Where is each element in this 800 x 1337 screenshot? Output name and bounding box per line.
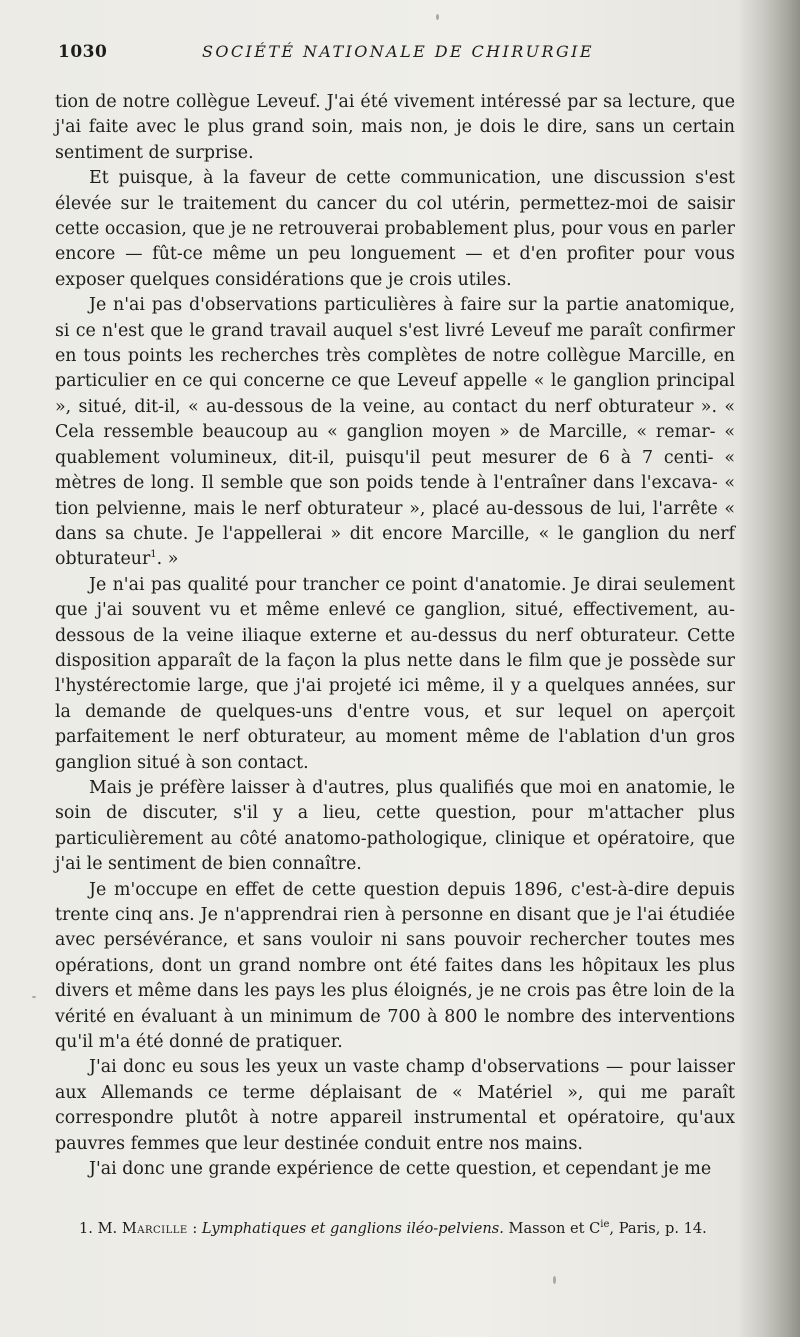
- paragraph-3-tail: . »: [156, 549, 179, 570]
- footnote-publisher-sup: ie: [600, 1219, 610, 1231]
- paper-speck: [32, 996, 36, 998]
- paragraph-2: Et puisque, à la faveur de cette communication, une discussion s'est élevée sur le traitement du cancer du col utérin, permettez-moi de saisir cette occasion, que je ne retrouverai probablement plus, pour vous en parler encore — fût-ce même un peu longuement — et d'en profiter pour vous exposer quelques considérations que je crois utiles.: [55, 168, 735, 290]
- paragraph-7: J'ai donc eu sous les yeux un vaste champ d'observations — pour laisser aux Allemands ce terme déplaisant de « Matériel », qui me paraît correspondre plutôt à notre appareil instrumental et opératoire, qu'aux pauvres femmes que leur destinée conduit entre nos mains.: [55, 1057, 735, 1154]
- paragraph-4: Je n'ai pas qualité pour trancher ce point d'anatomie. Je dirai seulement que j'ai souvent vu et même enlevé ce ganglion, situé, effectivement, au-dessous de la veine iliaque externe et au-dessus du nerf obturateur. Cette disposition apparaît de la façon la plus nette dans le film que je possède sur l'hystérectomie large, que j'ai projeté ici même, il y a quelques années, sur la demande de quelques-uns d'entre vous, et sur lequel on aperçoit parfaitement le nerf obturateur, au moment même de l'ablation d'un gros ganglion situé à son contact.: [55, 574, 735, 773]
- paragraph-3: [55, 293, 735, 572]
- footnote-reference[interactable]: 1: [150, 549, 157, 561]
- footnote-author-initial: M.: [97, 1220, 118, 1237]
- footnote-publisher: Masson et C: [508, 1220, 601, 1237]
- page-number: 1030: [58, 42, 108, 62]
- footnote-title: Lymphatiques et ganglions iléo-pelviens.: [201, 1220, 504, 1237]
- paragraph-3-text: Je n'ai pas d'observations particulières à faire sur la partie anatomique, si ce n'est que le grand travail auquel s'est livré Leveuf me paraît confirmer en tous points les recherches très complètes de notre collègue Marcille, en particulier en ce qui concerne ce que Leveuf appelle « le ganglion principal », situé, dit-il, « au-dessous de la veine, au contact du nerf obturateur ». « Cela ressemble beaucoup au « ganglion moyen » de Marcille, « remar- « quablement volumineux, dit-il, puisqu'il peut mesurer de 6 à 7 centi- « mètres de long. Il semble que son poids tende à l'entraîner dans l'excava- « tion pelvienne, mais le nerf obturateur », placé au-dessous de lui, l'arrête « dans sa chute. Je l'appellerai » dit encore Marcille, « le ganglion du nerf obturateur: [55, 295, 735, 570]
- body-text: [55, 90, 735, 1182]
- paragraph-8: J'ai donc une grande expérience de cette question, et cependant je me: [89, 1159, 712, 1180]
- footnotes: [55, 1218, 735, 1240]
- running-head: SOCIÉTÉ NATIONALE DE CHIRURGIE: [202, 42, 594, 61]
- paper-speck: [436, 14, 439, 20]
- paragraph-6: Je m'occupe en effet de cette question depuis 1896, c'est-à-dire depuis trente cinq ans. Je n'apprendrai rien à personne en disant que je l'ai étudiée avec persévérance, et sans vouloir ni sans pouvoir rechercher toutes mes opérations, dont un grand nombre ont été faites dans les hôpitaux les plus divers et même dans les pays les plus éloignés, je ne crois pas être loin de la vérité en évaluant à un minimum de 700 à 800 le nombre des interventions qu'il m'a été donné de pratiquer.: [55, 879, 735, 1053]
- footnote-1: 1. M. Marcille : Lymphatiques et ganglions iléo-pelviens. Masson et $C^{ie}$, Paris, p. 14.: [79, 1219, 707, 1237]
- paragraph-5: Mais je préfère laisser à d'autres, plus qualifiés que moi en anatomie, le soin de discuter, s'il y a lieu, cette question, pour m'attacher plus particulièrement au côté anatomo-pathologique, clinique et opératoire, que j'ai le sentiment de bien connaître.: [55, 777, 735, 875]
- paragraph-1: tion de notre collègue Leveuf. J'ai été vivement intéressé par sa lecture, que j'ai faite avec le plus grand soin, mais non, je dois le dire, sans un certain sentiment de surprise.: [55, 92, 735, 163]
- footnote-pages: p. 14.: [664, 1220, 707, 1237]
- paper-speck: [553, 1276, 556, 1284]
- footnote-number: 1.: [79, 1220, 93, 1237]
- footnote-author: Marcille: [121, 1220, 188, 1237]
- footnote-place: , Paris,: [609, 1220, 661, 1237]
- page-header: [58, 42, 738, 70]
